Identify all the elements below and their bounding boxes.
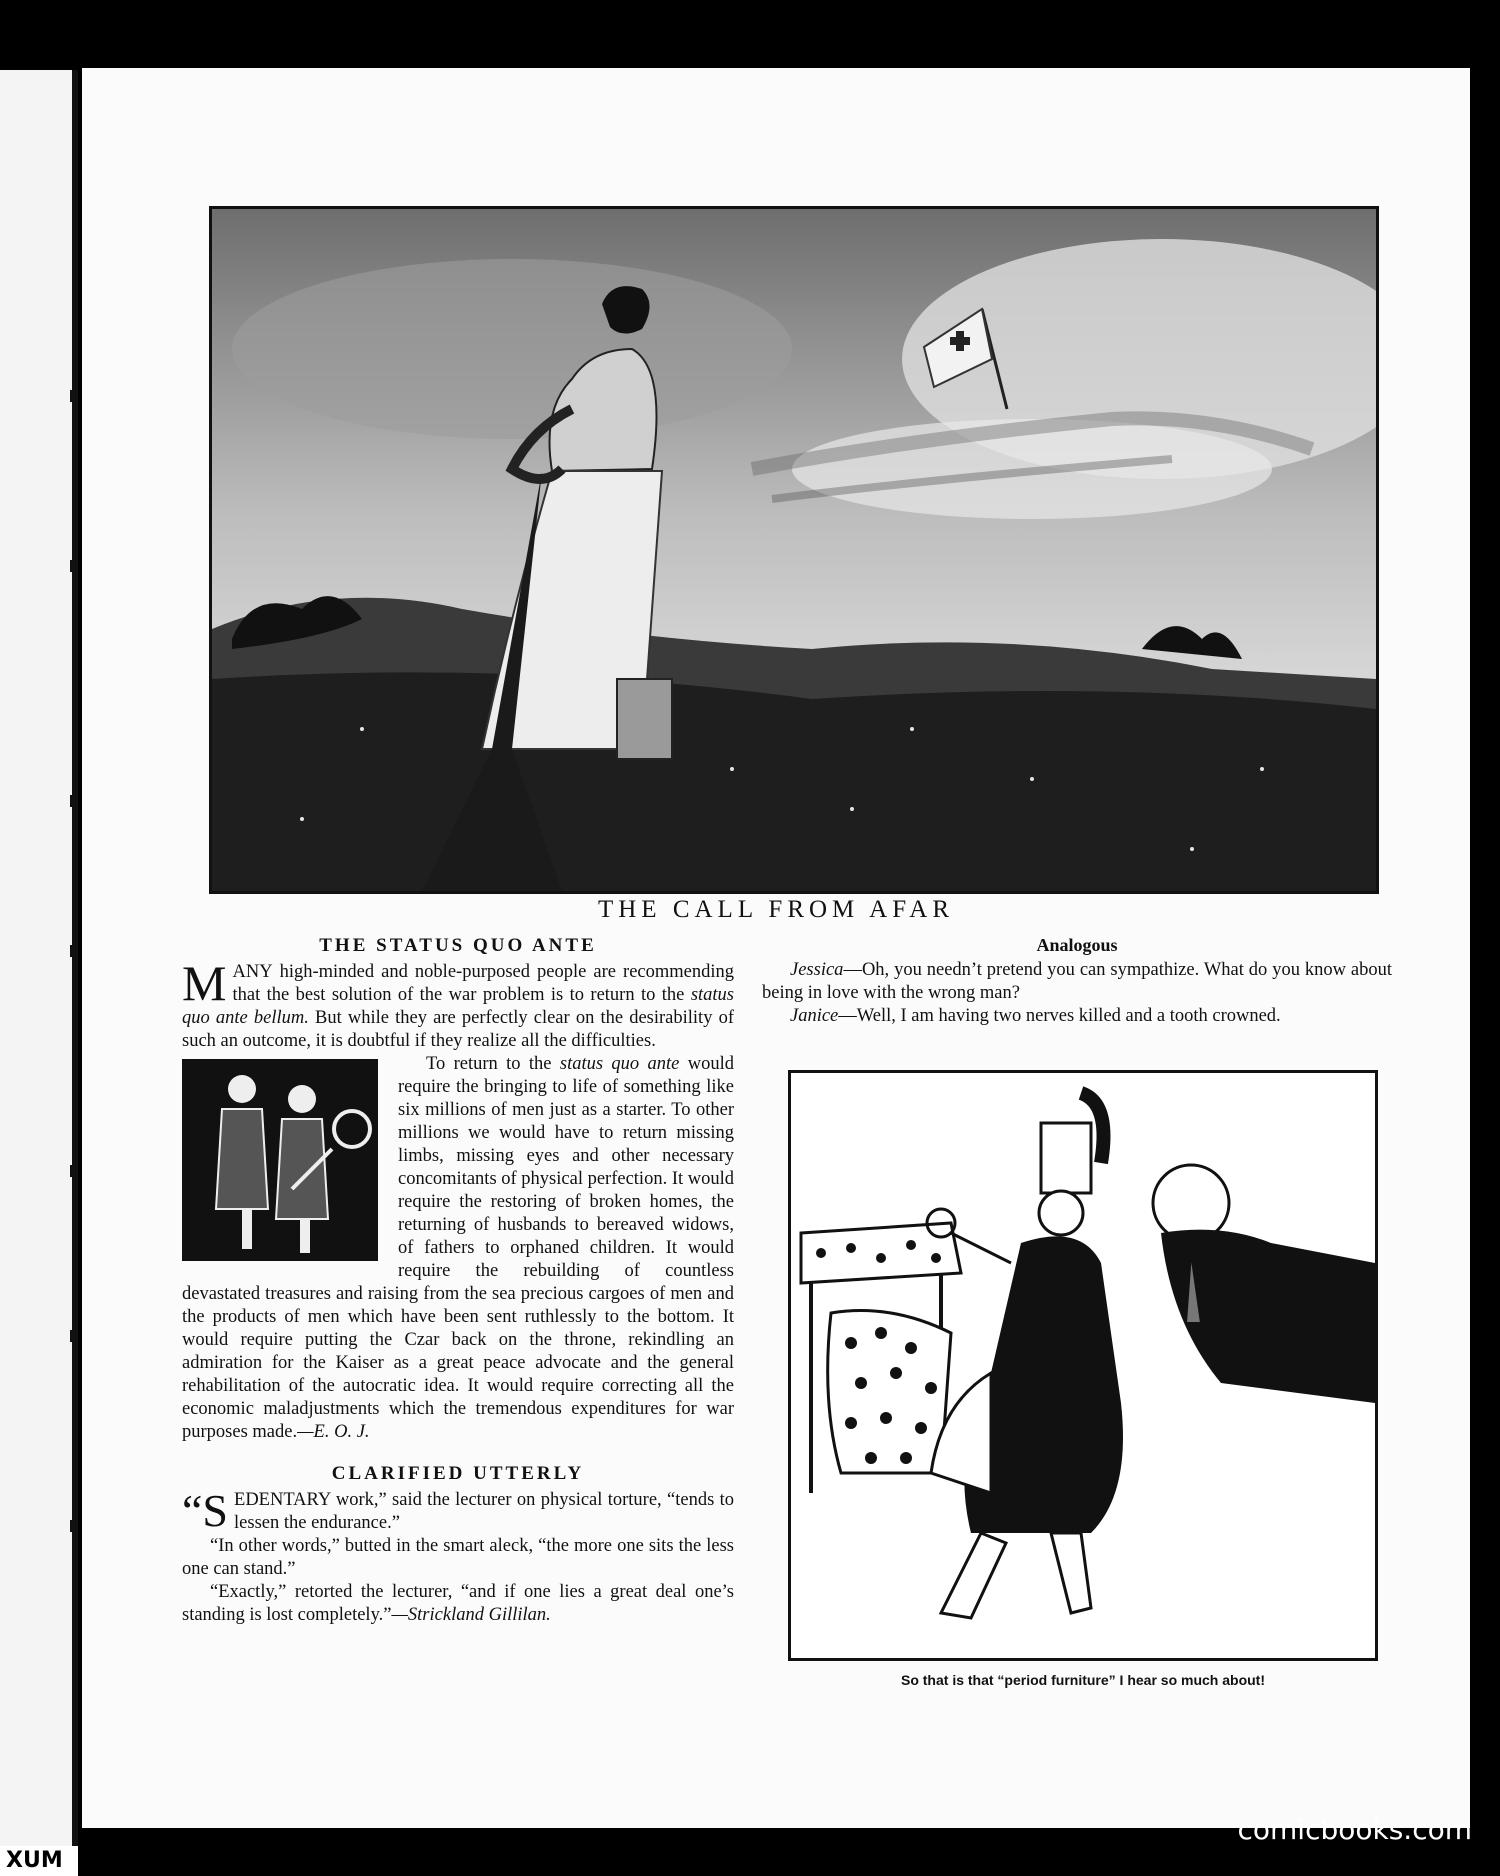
dialogue-text: —Well, I am having two nerves killed and a tooth crowned. <box>838 1006 1281 1026</box>
article-status-quo-paragraph-1 <box>182 955 734 1053</box>
main-illustration-woman-in-field <box>209 206 1379 894</box>
adjacent-page-edge <box>0 70 78 1860</box>
article-clarified-paragraph-3 <box>182 1581 734 1627</box>
paragraph-text: high-minded and noble-purposed people are recommending that the best solution of the war problem is to return to the <box>232 962 734 1005</box>
left-column <box>182 934 734 1627</box>
dropcap-m: M <box>182 955 227 1011</box>
dropcap-s <box>182 1485 229 1536</box>
article-clarified-paragraph-2: “In other words,” butted in the smart aleck, “the more one sits the less one can stand.” <box>182 1536 734 1579</box>
dialogue-text: —Oh, you needn’t pretend you can sympathize. What do you know about being in love with the wrong man? <box>762 960 1392 1003</box>
illustration-caption: THE CALL FROM AFAR <box>597 896 954 923</box>
dropcap-letter: S <box>202 1485 229 1536</box>
dropcap-continuation: ANY <box>232 962 273 982</box>
italic-phrase: status quo ante bellum. <box>182 985 734 1028</box>
magazine-page <box>82 68 1470 1828</box>
article-heading-clarified-utterly: CLARIFIED UTTERLY <box>331 1463 585 1484</box>
open-quote: “ <box>182 1485 203 1536</box>
author-signature: —E. O. J. <box>297 1422 370 1442</box>
author-signature: —Strickland Gillilan. <box>391 1605 551 1625</box>
paragraph-text: To return to the <box>426 1054 560 1074</box>
right-column <box>762 934 1392 1028</box>
cartoon-caption: So that is that “period furniture” I hear so much about! <box>900 1672 1266 1688</box>
paragraph-text: But while they are perfectly clear on the desirability of such an outcome, it is doubtful if they realize all the difficulties. <box>182 1008 734 1051</box>
paragraph-text: “Exactly,” retorted the lecturer, “and if one lies a great deal one’s standing is lost completely.” <box>182 1582 734 1625</box>
paragraph-text: would require the bringing to life of something like six millions of men just as a starter. To other millions we would have to return missing limbs, missing eyes and other necessary concomitants of physical perfection. It would require the restoring of broken homes, the returning of husbands to bereaved widows, of fathers to orphaned children. It would require the rebuilding of countless devastated treasures and raising from the sea precious cargoes of men and the products of men which have been sent ruthlessly to the bottom. It would require putting the Czar back on the throne, rekindling an admiration for the Kaiser as a great peace advocate and the general rehabilitation of the autocratic idea. It would require correcting all the economic maladjustments which the tremendous expenditures for war purposes made. <box>182 1054 735 1442</box>
article-clarified-paragraph-1 <box>182 1485 734 1536</box>
italic-phrase: status quo ante <box>559 1054 680 1074</box>
paragraph-text: work,” said the lecturer on physical torture, “tends to lessen the endurance.” <box>234 1490 734 1533</box>
article-heading-analogous: Analogous <box>1036 935 1118 955</box>
article-heading-status-quo-ante: THE STATUS QUO ANTE <box>319 935 597 956</box>
scan-corner-tag: XUM <box>0 1846 78 1876</box>
speaker-name: Jessica <box>790 960 844 980</box>
soldiers-vignette-illustration <box>182 1059 378 1261</box>
speaker-name: Janice <box>790 1006 839 1026</box>
dialogue-line-jessica <box>762 959 1392 1005</box>
period-furniture-cartoon <box>788 1070 1378 1661</box>
site-watermark: comicbooks.com <box>1237 1813 1472 1846</box>
dropcap-continuation: EDENTARY <box>234 1490 331 1510</box>
dialogue-line-janice <box>762 1005 1392 1028</box>
